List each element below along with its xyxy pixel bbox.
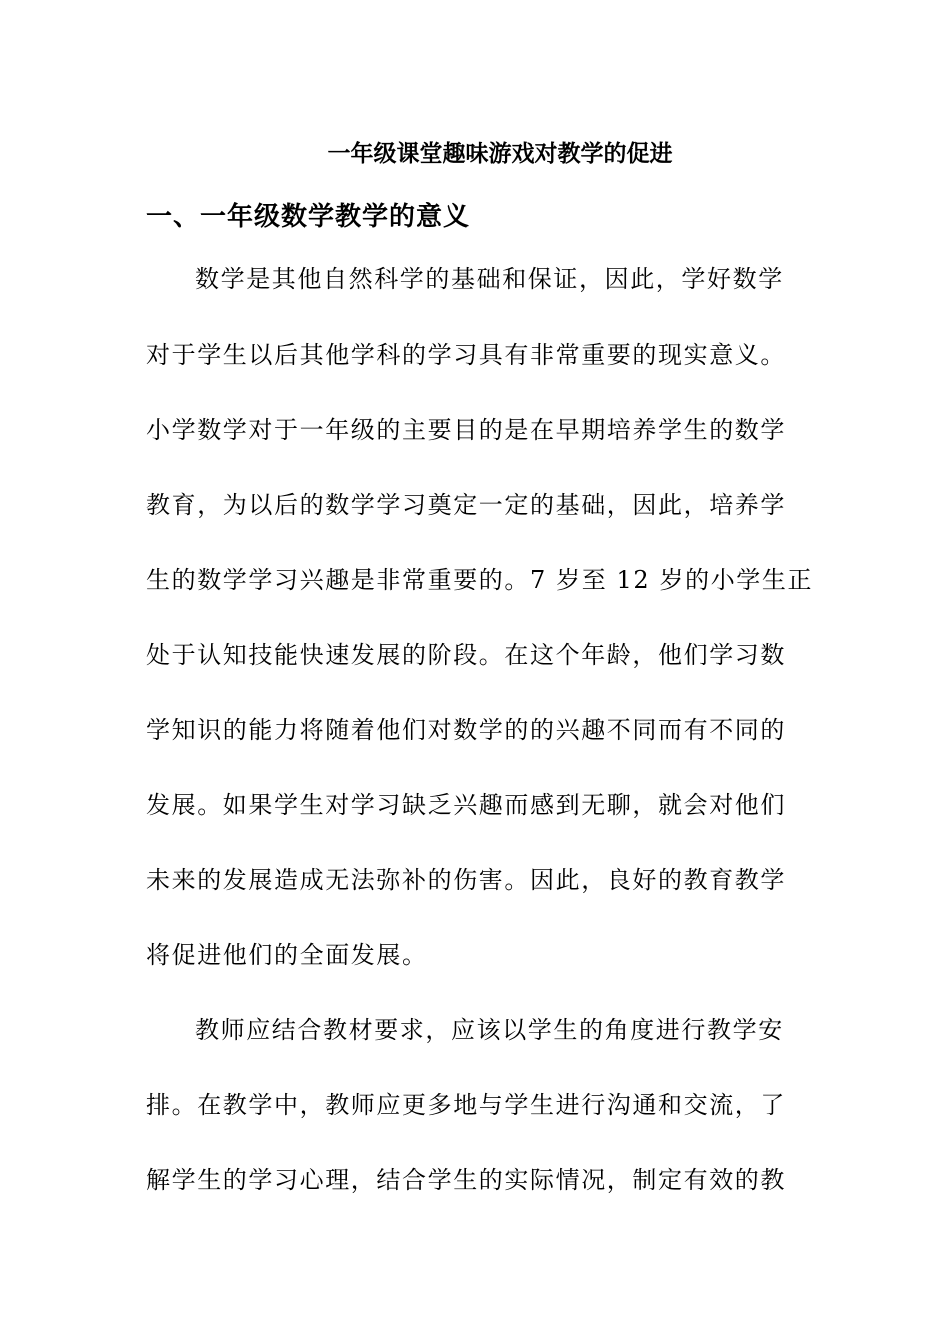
paragraph-1-line-3: 小学数学对于一年级的主要目的是在早期培养学生的数学	[146, 416, 786, 444]
paragraph-1-line-4: 教育，为以后的数学学习奠定一定的基础，因此，培养学	[146, 491, 786, 519]
paragraph-1-line-1: 数学是其他自然科学的基础和保证，因此，学好数学	[195, 265, 784, 293]
paragraph-1-line-7: 学知识的能力将随着他们对数学的的兴趣不同而有不同的	[146, 716, 786, 744]
paragraph-1-line-2: 对于学生以后其他学科的学习具有非常重要的现实意义。	[146, 341, 786, 369]
paragraph-2-line-2: 排。在教学中，教师应更多地与学生进行沟通和交流，了	[146, 1091, 786, 1119]
section-heading: 一、一年级数学教学的意义	[146, 202, 471, 232]
paragraph-1-line-6: 处于认知技能快速发展的阶段。在这个年龄，他们学习数	[146, 641, 786, 669]
paragraph-2-line-1: 教师应结合教材要求，应该以学生的角度进行教学安	[195, 1016, 784, 1044]
document-title: 一年级课堂趣味游戏对教学的促进	[327, 140, 673, 167]
paragraph-1-line-10: 将促进他们的全面发展。	[146, 941, 428, 969]
paragraph-1-line-8: 发展。如果学生对学习缺乏兴趣而感到无聊，就会对他们	[146, 791, 786, 819]
paragraph-1-line-9: 未来的发展造成无法弥补的伤害。因此，良好的教育教学	[146, 866, 786, 894]
paragraph-2-line-3: 解学生的学习心理，结合学生的实际情况，制定有效的教	[146, 1166, 786, 1194]
paragraph-1-line-5: 生的数学学习兴趣是非常重要的。7 岁至 12 岁的小学生正	[146, 566, 814, 594]
